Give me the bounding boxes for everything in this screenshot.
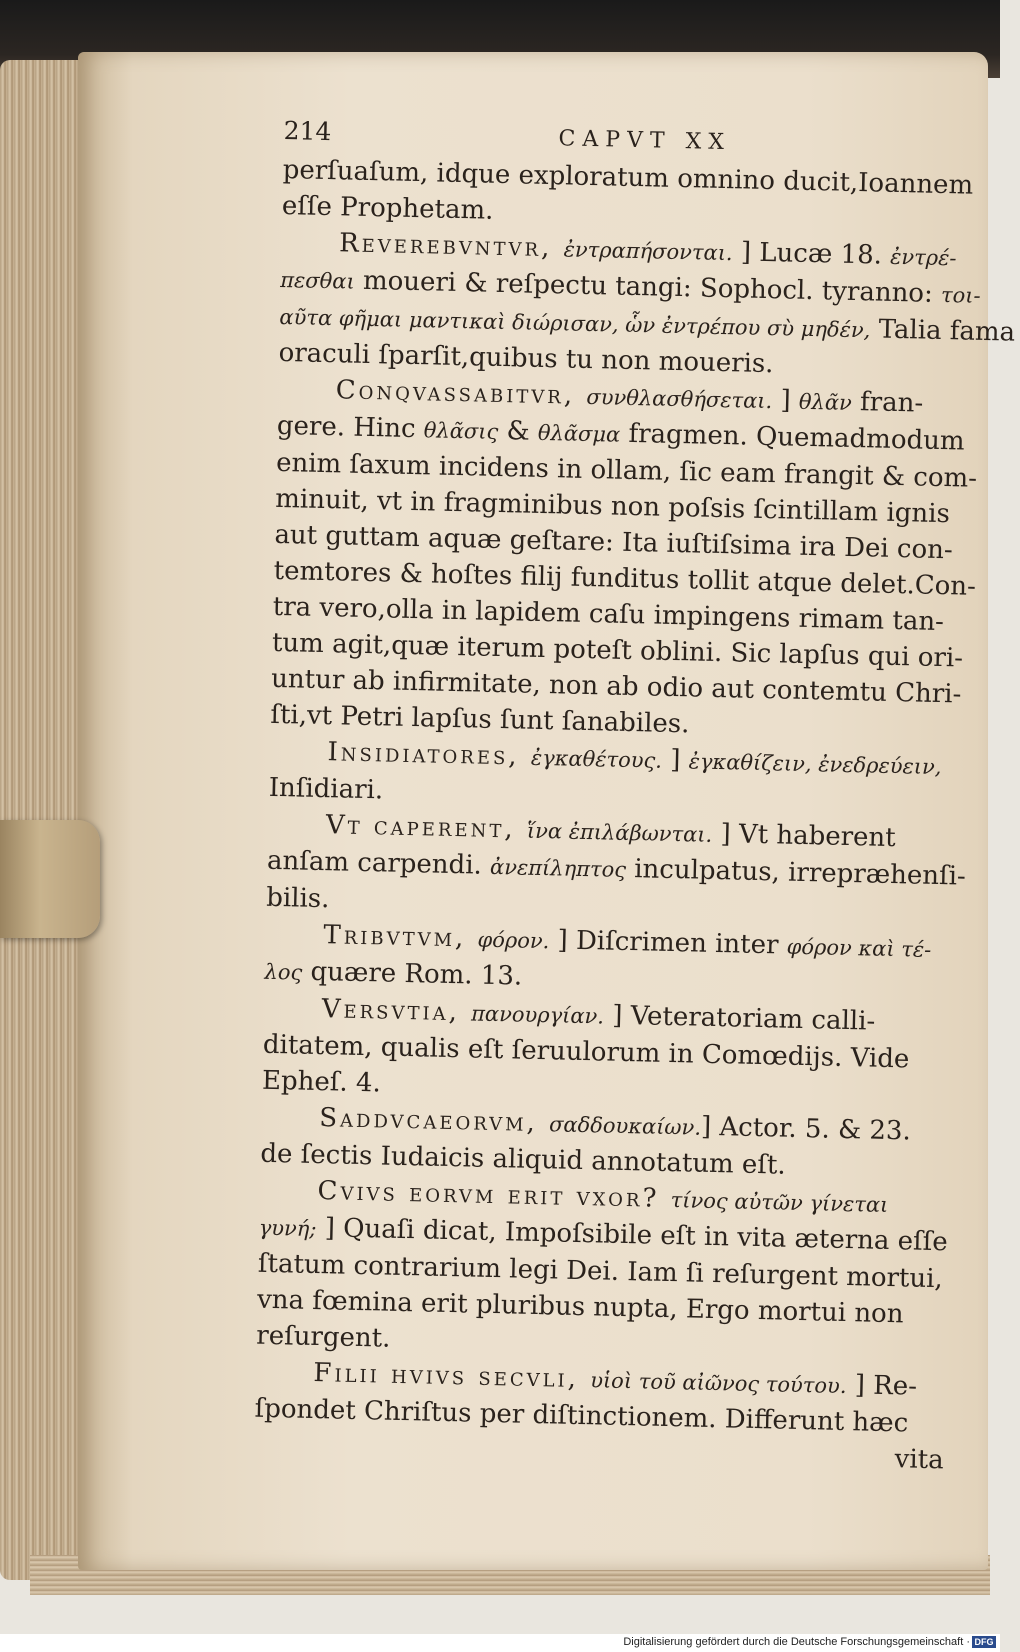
text-segment: untur ab infirmitate, non ab odio aut contemtu Chri-: [270, 663, 962, 710]
greek-text: τίνος αὐτῶν γίνεται: [670, 1188, 889, 1217]
greek-text: αῦτα φῆμαι μαντικαὶ διώρισαν, ὧν ἐντρέπου σὺ μηδέν,: [279, 304, 871, 343]
lemma: Insidiatores,: [327, 737, 532, 772]
text-segment: temtores & hoſtes filij funditus tollit atque delet.Con-: [273, 555, 977, 602]
text-segment: ] Diſcrimen inter: [549, 925, 788, 961]
text-segment: vna fœmina erit pluribus nupta, Ergo mortui non: [256, 1284, 904, 1330]
greek-text: σαδδουκαίων.: [548, 1112, 702, 1140]
text-segment: eſſe Prophetam.: [281, 190, 494, 226]
greek-text: θλᾶσμα: [537, 420, 621, 447]
page-text: [253, 116, 1016, 1479]
text-segment: ] Quaſi dicat, Impoſsibile eſt in vita æterna eſſe: [316, 1213, 949, 1258]
text-segment: ]: [771, 385, 800, 416]
text-segment: enim ſaxum incidens in ollam, ſic eam frangit & com-: [275, 447, 978, 494]
greek-text: ἐντραπήσονται.: [563, 237, 733, 266]
greek-text: υἱοὶ τοῦ αἰῶνος τούτου.: [589, 1368, 847, 1399]
text-segment: ſpondet Chriſtus per diſtinctionem. Differunt hæc: [254, 1393, 909, 1439]
page-clamp: [0, 820, 100, 938]
text-segment: anſam carpendi.: [266, 845, 491, 881]
greek-text: ἐντρέ-: [889, 244, 957, 271]
chapter-title: CAPVT XX: [558, 126, 732, 156]
text-segment: fragmen. Quemadmodum: [619, 418, 965, 457]
greek-text: ἐγκαθέτους.: [530, 745, 663, 773]
text-segment: tra vero,olla in lapidem caſu impingens rimam tan-: [272, 591, 945, 638]
text-segment: quære Rom. 13.: [301, 956, 523, 992]
text-segment: bilis.: [265, 882, 330, 915]
text-segment: ]: [661, 744, 690, 776]
text-segment: tum agit,quæ iterum poteſt oblini. Sic lapſus qui ori-: [271, 627, 964, 674]
text-segment: oraculi ſparſit,quibus tu non moueris.: [278, 337, 774, 380]
text-segment: perſuaſum, idque exploratum omnino ducit,Ioannem: [282, 154, 974, 201]
footer-credit: Digitalisierung gefördert durch die Deutsche Forschungsgemeinschaft ·: [623, 1636, 970, 1648]
text-segment: inculpatus, irrepræhenſi-: [625, 853, 967, 892]
body-text: [253, 152, 1016, 1479]
text-segment: Talia fama: [870, 314, 1016, 348]
text-segment: ſtatum contrarium legi Dei. Iam ſi reſurgent mortui,: [257, 1248, 944, 1295]
text-segment: reſurgent.: [255, 1320, 391, 1354]
greek-text: φόρον.: [477, 927, 550, 954]
text-segment: Epheſ. 4.: [261, 1065, 382, 1099]
text-segment: vita: [894, 1444, 945, 1476]
text-segment: ] Lucæ 18.: [732, 237, 891, 271]
text-segment: Inſidiari.: [268, 772, 384, 806]
text-segment: moueri & reſpectu tangi: Sophocl. tyranno:: [354, 265, 942, 309]
greek-text: λος: [264, 959, 303, 985]
text-segment: minuit, vt in fragminibus non poſsis ſcintillam ignis: [274, 483, 951, 530]
lemma: Filii hvivs secvli,: [313, 1357, 591, 1395]
text-segment: ditatem, qualis eſt ſeruulorum in Comœdijs. Vide: [262, 1029, 910, 1075]
greek-text: φόρον καὶ τέ-: [786, 934, 932, 962]
text-segment: ] Re-: [846, 1370, 918, 1402]
lemma: Tribvtvm,: [323, 920, 478, 954]
greek-text: γυνή;: [258, 1215, 317, 1242]
lemma: Cvivs eorvm erit vxor?: [317, 1176, 672, 1215]
lemma: Reverebvntvr,: [338, 228, 565, 264]
dfg-logo: DFG: [972, 1636, 996, 1648]
lemma: Conqvassabitvr,: [335, 375, 587, 411]
greek-text: τοι-: [940, 282, 981, 308]
text-segment: ] Vt haberent: [711, 818, 897, 854]
text-segment: ] Veteratoriam calli-: [603, 1000, 876, 1037]
text-segment: fran-: [851, 386, 924, 419]
greek-text: ἵνα ἐπιλάβωνται.: [526, 818, 713, 847]
text-segment: de ſectis Iudaicis aliquid annotatum eſt.: [260, 1138, 787, 1181]
greek-text: ἐγκαθίζειν, ἐνεδρεύειν,: [688, 749, 942, 780]
lemma: Versvtia,: [321, 994, 472, 1028]
text-segment: aut guttam aquæ geſtare: Ita iuſtiſsima ira Dei con-: [274, 519, 954, 566]
greek-text: θλᾶν: [798, 389, 853, 415]
lemma: Vt caperent,: [325, 810, 528, 845]
page-number: 214: [283, 116, 332, 147]
greek-text: συνθλασθήσεται.: [586, 384, 773, 414]
text-segment: gere. Hinc: [276, 410, 425, 445]
text-segment: ] Actor. 5. & 23.: [700, 1111, 912, 1147]
text-segment: &: [497, 415, 539, 447]
lemma: Saddvcaeorvm,: [318, 1103, 550, 1139]
greek-text: ἀνεπίληπτος: [489, 854, 627, 882]
text-segment: ſti,vt Petri lapſus ſunt ſanabiles.: [270, 699, 690, 740]
greek-text: θλᾶσις: [423, 418, 499, 444]
greek-text: πεσθαι: [280, 267, 356, 294]
greek-text: πανουργίαν.: [470, 1001, 605, 1029]
